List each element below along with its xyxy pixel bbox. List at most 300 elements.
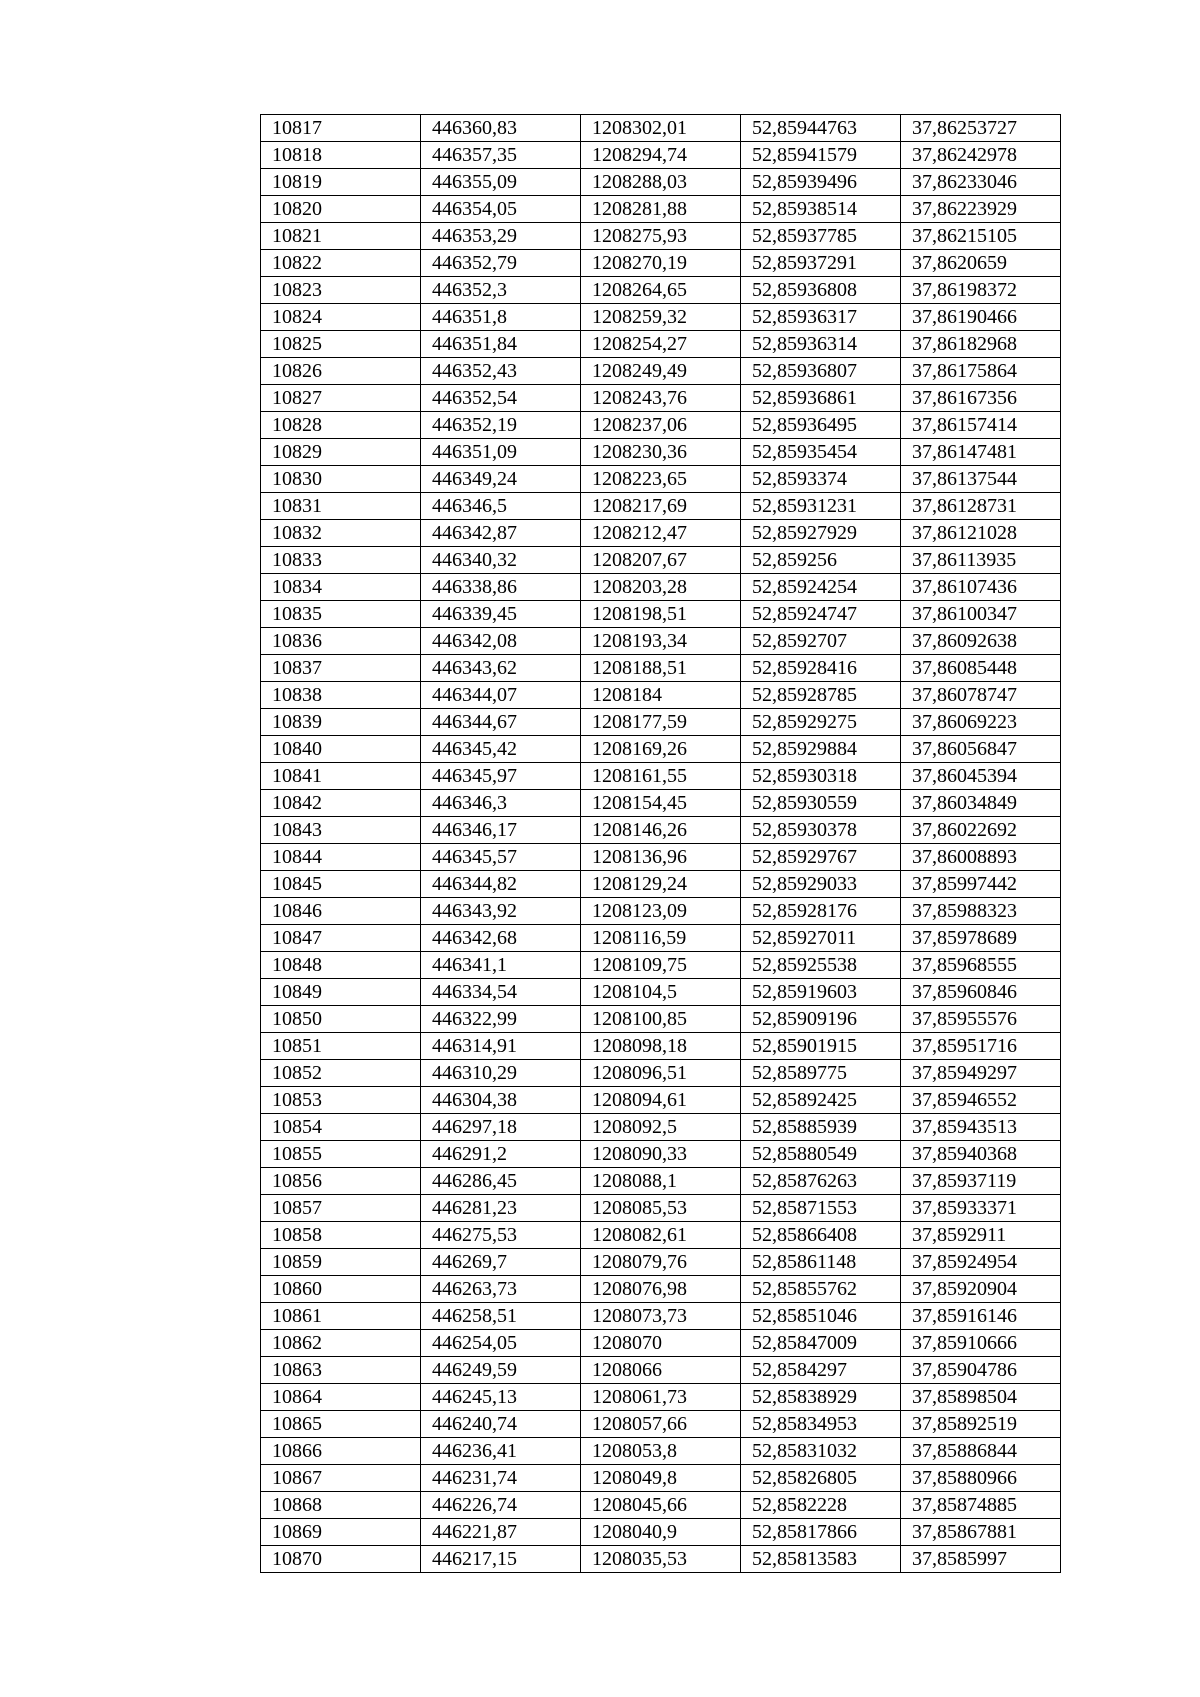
latitude-cell: 52,85855762 bbox=[741, 1276, 901, 1303]
point-number-cell: 10850 bbox=[261, 1006, 421, 1033]
table-row bbox=[261, 223, 1061, 250]
x-coordinate-cell: 446344,82 bbox=[421, 871, 581, 898]
x-coordinate-cell: 446349,24 bbox=[421, 466, 581, 493]
table-row bbox=[261, 1276, 1061, 1303]
x-coordinate-cell: 446231,74 bbox=[421, 1465, 581, 1492]
longitude-cell: 37,86147481 bbox=[901, 439, 1061, 466]
x-coordinate-cell: 446345,42 bbox=[421, 736, 581, 763]
y-coordinate-cell: 1208098,18 bbox=[581, 1033, 741, 1060]
latitude-cell: 52,85929884 bbox=[741, 736, 901, 763]
latitude-cell: 52,85930559 bbox=[741, 790, 901, 817]
table-row bbox=[261, 358, 1061, 385]
point-number-cell: 10869 bbox=[261, 1519, 421, 1546]
latitude-cell: 52,85927011 bbox=[741, 925, 901, 952]
latitude-cell: 52,85876263 bbox=[741, 1168, 901, 1195]
x-coordinate-cell: 446346,5 bbox=[421, 493, 581, 520]
longitude-cell: 37,86092638 bbox=[901, 628, 1061, 655]
y-coordinate-cell: 1208207,67 bbox=[581, 547, 741, 574]
longitude-cell: 37,85924954 bbox=[901, 1249, 1061, 1276]
table-row bbox=[261, 790, 1061, 817]
longitude-cell: 37,86022692 bbox=[901, 817, 1061, 844]
latitude-cell: 52,85936807 bbox=[741, 358, 901, 385]
x-coordinate-cell: 446352,79 bbox=[421, 250, 581, 277]
y-coordinate-cell: 1208123,09 bbox=[581, 898, 741, 925]
latitude-cell: 52,85892425 bbox=[741, 1087, 901, 1114]
latitude-cell: 52,85936861 bbox=[741, 385, 901, 412]
table-row bbox=[261, 331, 1061, 358]
longitude-cell: 37,85916146 bbox=[901, 1303, 1061, 1330]
point-number-cell: 10835 bbox=[261, 601, 421, 628]
point-number-cell: 10845 bbox=[261, 871, 421, 898]
longitude-cell: 37,86175864 bbox=[901, 358, 1061, 385]
y-coordinate-cell: 1208230,36 bbox=[581, 439, 741, 466]
point-number-cell: 10855 bbox=[261, 1141, 421, 1168]
y-coordinate-cell: 1208217,69 bbox=[581, 493, 741, 520]
latitude-cell: 52,85847009 bbox=[741, 1330, 901, 1357]
y-coordinate-cell: 1208061,73 bbox=[581, 1384, 741, 1411]
y-coordinate-cell: 1208275,93 bbox=[581, 223, 741, 250]
x-coordinate-cell: 446281,23 bbox=[421, 1195, 581, 1222]
point-number-cell: 10839 bbox=[261, 709, 421, 736]
y-coordinate-cell: 1208082,61 bbox=[581, 1222, 741, 1249]
longitude-cell: 37,85910666 bbox=[901, 1330, 1061, 1357]
table-row bbox=[261, 925, 1061, 952]
longitude-cell: 37,86223929 bbox=[901, 196, 1061, 223]
y-coordinate-cell: 1208129,24 bbox=[581, 871, 741, 898]
x-coordinate-cell: 446352,3 bbox=[421, 277, 581, 304]
table-row bbox=[261, 655, 1061, 682]
latitude-cell: 52,85930378 bbox=[741, 817, 901, 844]
x-coordinate-cell: 446236,41 bbox=[421, 1438, 581, 1465]
longitude-cell: 37,8620659 bbox=[901, 250, 1061, 277]
point-number-cell: 10866 bbox=[261, 1438, 421, 1465]
latitude-cell: 52,859256 bbox=[741, 547, 901, 574]
y-coordinate-cell: 1208249,49 bbox=[581, 358, 741, 385]
x-coordinate-cell: 446310,29 bbox=[421, 1060, 581, 1087]
y-coordinate-cell: 1208136,96 bbox=[581, 844, 741, 871]
coordinates-table-body bbox=[261, 115, 1061, 1573]
latitude-cell: 52,85817866 bbox=[741, 1519, 901, 1546]
table-row bbox=[261, 250, 1061, 277]
latitude-cell: 52,85861148 bbox=[741, 1249, 901, 1276]
table-row bbox=[261, 1114, 1061, 1141]
x-coordinate-cell: 446340,32 bbox=[421, 547, 581, 574]
table-row bbox=[261, 1303, 1061, 1330]
point-number-cell: 10849 bbox=[261, 979, 421, 1006]
point-number-cell: 10854 bbox=[261, 1114, 421, 1141]
latitude-cell: 52,85936317 bbox=[741, 304, 901, 331]
y-coordinate-cell: 1208079,76 bbox=[581, 1249, 741, 1276]
table-row bbox=[261, 1087, 1061, 1114]
latitude-cell: 52,85929767 bbox=[741, 844, 901, 871]
x-coordinate-cell: 446344,07 bbox=[421, 682, 581, 709]
x-coordinate-cell: 446360,83 bbox=[421, 115, 581, 142]
longitude-cell: 37,85968555 bbox=[901, 952, 1061, 979]
table-row bbox=[261, 844, 1061, 871]
point-number-cell: 10844 bbox=[261, 844, 421, 871]
point-number-cell: 10857 bbox=[261, 1195, 421, 1222]
longitude-cell: 37,85951716 bbox=[901, 1033, 1061, 1060]
point-number-cell: 10851 bbox=[261, 1033, 421, 1060]
y-coordinate-cell: 1208090,33 bbox=[581, 1141, 741, 1168]
y-coordinate-cell: 1208076,98 bbox=[581, 1276, 741, 1303]
latitude-cell: 52,85924254 bbox=[741, 574, 901, 601]
point-number-cell: 10820 bbox=[261, 196, 421, 223]
table-row bbox=[261, 682, 1061, 709]
point-number-cell: 10862 bbox=[261, 1330, 421, 1357]
table-row bbox=[261, 1492, 1061, 1519]
latitude-cell: 52,85919603 bbox=[741, 979, 901, 1006]
latitude-cell: 52,8582228 bbox=[741, 1492, 901, 1519]
table-row bbox=[261, 520, 1061, 547]
point-number-cell: 10841 bbox=[261, 763, 421, 790]
y-coordinate-cell: 1208281,88 bbox=[581, 196, 741, 223]
latitude-cell: 52,85931231 bbox=[741, 493, 901, 520]
longitude-cell: 37,86128731 bbox=[901, 493, 1061, 520]
longitude-cell: 37,85880966 bbox=[901, 1465, 1061, 1492]
longitude-cell: 37,85997442 bbox=[901, 871, 1061, 898]
x-coordinate-cell: 446263,73 bbox=[421, 1276, 581, 1303]
table-row bbox=[261, 871, 1061, 898]
x-coordinate-cell: 446352,54 bbox=[421, 385, 581, 412]
latitude-cell: 52,85930318 bbox=[741, 763, 901, 790]
x-coordinate-cell: 446269,7 bbox=[421, 1249, 581, 1276]
x-coordinate-cell: 446344,67 bbox=[421, 709, 581, 736]
latitude-cell: 52,85813583 bbox=[741, 1546, 901, 1573]
table-row bbox=[261, 1060, 1061, 1087]
latitude-cell: 52,8592707 bbox=[741, 628, 901, 655]
point-number-cell: 10817 bbox=[261, 115, 421, 142]
longitude-cell: 37,8592911 bbox=[901, 1222, 1061, 1249]
x-coordinate-cell: 446355,09 bbox=[421, 169, 581, 196]
longitude-cell: 37,85933371 bbox=[901, 1195, 1061, 1222]
latitude-cell: 52,85941579 bbox=[741, 142, 901, 169]
x-coordinate-cell: 446345,57 bbox=[421, 844, 581, 871]
table-row bbox=[261, 466, 1061, 493]
y-coordinate-cell: 1208184 bbox=[581, 682, 741, 709]
longitude-cell: 37,86069223 bbox=[901, 709, 1061, 736]
y-coordinate-cell: 1208223,65 bbox=[581, 466, 741, 493]
table-row bbox=[261, 817, 1061, 844]
y-coordinate-cell: 1208057,66 bbox=[581, 1411, 741, 1438]
longitude-cell: 37,85940368 bbox=[901, 1141, 1061, 1168]
y-coordinate-cell: 1208070 bbox=[581, 1330, 741, 1357]
latitude-cell: 52,85927929 bbox=[741, 520, 901, 547]
table-row bbox=[261, 412, 1061, 439]
y-coordinate-cell: 1208053,8 bbox=[581, 1438, 741, 1465]
x-coordinate-cell: 446351,09 bbox=[421, 439, 581, 466]
latitude-cell: 52,85937291 bbox=[741, 250, 901, 277]
longitude-cell: 37,85937119 bbox=[901, 1168, 1061, 1195]
longitude-cell: 37,86167356 bbox=[901, 385, 1061, 412]
y-coordinate-cell: 1208049,8 bbox=[581, 1465, 741, 1492]
table-row bbox=[261, 1357, 1061, 1384]
table-row bbox=[261, 196, 1061, 223]
latitude-cell: 52,85866408 bbox=[741, 1222, 901, 1249]
longitude-cell: 37,86190466 bbox=[901, 304, 1061, 331]
longitude-cell: 37,85874885 bbox=[901, 1492, 1061, 1519]
longitude-cell: 37,86100347 bbox=[901, 601, 1061, 628]
x-coordinate-cell: 446341,1 bbox=[421, 952, 581, 979]
x-coordinate-cell: 446249,59 bbox=[421, 1357, 581, 1384]
point-number-cell: 10827 bbox=[261, 385, 421, 412]
point-number-cell: 10847 bbox=[261, 925, 421, 952]
y-coordinate-cell: 1208161,55 bbox=[581, 763, 741, 790]
y-coordinate-cell: 1208088,1 bbox=[581, 1168, 741, 1195]
x-coordinate-cell: 446346,3 bbox=[421, 790, 581, 817]
y-coordinate-cell: 1208254,27 bbox=[581, 331, 741, 358]
latitude-cell: 52,85929275 bbox=[741, 709, 901, 736]
coordinates-table bbox=[260, 114, 1061, 1573]
x-coordinate-cell: 446217,15 bbox=[421, 1546, 581, 1573]
point-number-cell: 10864 bbox=[261, 1384, 421, 1411]
point-number-cell: 10848 bbox=[261, 952, 421, 979]
y-coordinate-cell: 1208264,65 bbox=[581, 277, 741, 304]
point-number-cell: 10830 bbox=[261, 466, 421, 493]
y-coordinate-cell: 1208193,34 bbox=[581, 628, 741, 655]
table-row bbox=[261, 952, 1061, 979]
point-number-cell: 10832 bbox=[261, 520, 421, 547]
latitude-cell: 52,8593374 bbox=[741, 466, 901, 493]
y-coordinate-cell: 1208243,76 bbox=[581, 385, 741, 412]
point-number-cell: 10829 bbox=[261, 439, 421, 466]
x-coordinate-cell: 446240,74 bbox=[421, 1411, 581, 1438]
longitude-cell: 37,86085448 bbox=[901, 655, 1061, 682]
table-row bbox=[261, 601, 1061, 628]
x-coordinate-cell: 446346,17 bbox=[421, 817, 581, 844]
latitude-cell: 52,85938514 bbox=[741, 196, 901, 223]
y-coordinate-cell: 1208259,32 bbox=[581, 304, 741, 331]
point-number-cell: 10824 bbox=[261, 304, 421, 331]
point-number-cell: 10853 bbox=[261, 1087, 421, 1114]
point-number-cell: 10828 bbox=[261, 412, 421, 439]
longitude-cell: 37,85949297 bbox=[901, 1060, 1061, 1087]
y-coordinate-cell: 1208212,47 bbox=[581, 520, 741, 547]
x-coordinate-cell: 446322,99 bbox=[421, 1006, 581, 1033]
x-coordinate-cell: 446351,8 bbox=[421, 304, 581, 331]
y-coordinate-cell: 1208085,53 bbox=[581, 1195, 741, 1222]
latitude-cell: 52,85834953 bbox=[741, 1411, 901, 1438]
table-row bbox=[261, 277, 1061, 304]
x-coordinate-cell: 446334,54 bbox=[421, 979, 581, 1006]
longitude-cell: 37,86182968 bbox=[901, 331, 1061, 358]
point-number-cell: 10826 bbox=[261, 358, 421, 385]
longitude-cell: 37,85867881 bbox=[901, 1519, 1061, 1546]
latitude-cell: 52,85901915 bbox=[741, 1033, 901, 1060]
x-coordinate-cell: 446226,74 bbox=[421, 1492, 581, 1519]
y-coordinate-cell: 1208096,51 bbox=[581, 1060, 741, 1087]
latitude-cell: 52,85838929 bbox=[741, 1384, 901, 1411]
table-row bbox=[261, 1384, 1061, 1411]
table-row bbox=[261, 547, 1061, 574]
point-number-cell: 10843 bbox=[261, 817, 421, 844]
longitude-cell: 37,85955576 bbox=[901, 1006, 1061, 1033]
point-number-cell: 10870 bbox=[261, 1546, 421, 1573]
y-coordinate-cell: 1208177,59 bbox=[581, 709, 741, 736]
longitude-cell: 37,86034849 bbox=[901, 790, 1061, 817]
x-coordinate-cell: 446352,19 bbox=[421, 412, 581, 439]
latitude-cell: 52,85936495 bbox=[741, 412, 901, 439]
longitude-cell: 37,85943513 bbox=[901, 1114, 1061, 1141]
point-number-cell: 10842 bbox=[261, 790, 421, 817]
longitude-cell: 37,86253727 bbox=[901, 115, 1061, 142]
longitude-cell: 37,85904786 bbox=[901, 1357, 1061, 1384]
y-coordinate-cell: 1208104,5 bbox=[581, 979, 741, 1006]
latitude-cell: 52,85937785 bbox=[741, 223, 901, 250]
table-row bbox=[261, 709, 1061, 736]
table-row bbox=[261, 898, 1061, 925]
latitude-cell: 52,85936314 bbox=[741, 331, 901, 358]
latitude-cell: 52,85826805 bbox=[741, 1465, 901, 1492]
table-row bbox=[261, 736, 1061, 763]
y-coordinate-cell: 1208146,26 bbox=[581, 817, 741, 844]
latitude-cell: 52,85935454 bbox=[741, 439, 901, 466]
point-number-cell: 10860 bbox=[261, 1276, 421, 1303]
point-number-cell: 10837 bbox=[261, 655, 421, 682]
x-coordinate-cell: 446339,45 bbox=[421, 601, 581, 628]
y-coordinate-cell: 1208294,74 bbox=[581, 142, 741, 169]
y-coordinate-cell: 1208066 bbox=[581, 1357, 741, 1384]
latitude-cell: 52,85909196 bbox=[741, 1006, 901, 1033]
latitude-cell: 52,85939496 bbox=[741, 169, 901, 196]
point-number-cell: 10836 bbox=[261, 628, 421, 655]
x-coordinate-cell: 446342,68 bbox=[421, 925, 581, 952]
table-row bbox=[261, 574, 1061, 601]
table-row bbox=[261, 1249, 1061, 1276]
point-number-cell: 10825 bbox=[261, 331, 421, 358]
longitude-cell: 37,86113935 bbox=[901, 547, 1061, 574]
y-coordinate-cell: 1208109,75 bbox=[581, 952, 741, 979]
y-coordinate-cell: 1208094,61 bbox=[581, 1087, 741, 1114]
point-number-cell: 10859 bbox=[261, 1249, 421, 1276]
latitude-cell: 52,85928176 bbox=[741, 898, 901, 925]
longitude-cell: 37,85898504 bbox=[901, 1384, 1061, 1411]
x-coordinate-cell: 446297,18 bbox=[421, 1114, 581, 1141]
x-coordinate-cell: 446342,08 bbox=[421, 628, 581, 655]
longitude-cell: 37,86215105 bbox=[901, 223, 1061, 250]
latitude-cell: 52,8589775 bbox=[741, 1060, 901, 1087]
longitude-cell: 37,85946552 bbox=[901, 1087, 1061, 1114]
point-number-cell: 10867 bbox=[261, 1465, 421, 1492]
table-row bbox=[261, 1465, 1061, 1492]
x-coordinate-cell: 446345,97 bbox=[421, 763, 581, 790]
latitude-cell: 52,85929033 bbox=[741, 871, 901, 898]
point-number-cell: 10861 bbox=[261, 1303, 421, 1330]
table-row bbox=[261, 1519, 1061, 1546]
y-coordinate-cell: 1208203,28 bbox=[581, 574, 741, 601]
x-coordinate-cell: 446221,87 bbox=[421, 1519, 581, 1546]
point-number-cell: 10863 bbox=[261, 1357, 421, 1384]
point-number-cell: 10838 bbox=[261, 682, 421, 709]
x-coordinate-cell: 446245,13 bbox=[421, 1384, 581, 1411]
y-coordinate-cell: 1208154,45 bbox=[581, 790, 741, 817]
x-coordinate-cell: 446343,62 bbox=[421, 655, 581, 682]
longitude-cell: 37,86078747 bbox=[901, 682, 1061, 709]
table-row bbox=[261, 439, 1061, 466]
table-row bbox=[261, 304, 1061, 331]
table-row bbox=[261, 1006, 1061, 1033]
point-number-cell: 10818 bbox=[261, 142, 421, 169]
y-coordinate-cell: 1208116,59 bbox=[581, 925, 741, 952]
x-coordinate-cell: 446338,86 bbox=[421, 574, 581, 601]
y-coordinate-cell: 1208188,51 bbox=[581, 655, 741, 682]
table-row bbox=[261, 979, 1061, 1006]
table-row bbox=[261, 1195, 1061, 1222]
y-coordinate-cell: 1208100,85 bbox=[581, 1006, 741, 1033]
table-row bbox=[261, 385, 1061, 412]
longitude-cell: 37,86008893 bbox=[901, 844, 1061, 871]
x-coordinate-cell: 446354,05 bbox=[421, 196, 581, 223]
point-number-cell: 10852 bbox=[261, 1060, 421, 1087]
longitude-cell: 37,85960846 bbox=[901, 979, 1061, 1006]
y-coordinate-cell: 1208288,03 bbox=[581, 169, 741, 196]
point-number-cell: 10831 bbox=[261, 493, 421, 520]
point-number-cell: 10840 bbox=[261, 736, 421, 763]
latitude-cell: 52,85928785 bbox=[741, 682, 901, 709]
x-coordinate-cell: 446343,92 bbox=[421, 898, 581, 925]
table-row bbox=[261, 1222, 1061, 1249]
point-number-cell: 10858 bbox=[261, 1222, 421, 1249]
table-row bbox=[261, 169, 1061, 196]
y-coordinate-cell: 1208045,66 bbox=[581, 1492, 741, 1519]
longitude-cell: 37,86107436 bbox=[901, 574, 1061, 601]
point-number-cell: 10823 bbox=[261, 277, 421, 304]
table-row bbox=[261, 1330, 1061, 1357]
point-number-cell: 10819 bbox=[261, 169, 421, 196]
point-number-cell: 10833 bbox=[261, 547, 421, 574]
point-number-cell: 10821 bbox=[261, 223, 421, 250]
table-row bbox=[261, 142, 1061, 169]
x-coordinate-cell: 446352,43 bbox=[421, 358, 581, 385]
y-coordinate-cell: 1208198,51 bbox=[581, 601, 741, 628]
longitude-cell: 37,86198372 bbox=[901, 277, 1061, 304]
y-coordinate-cell: 1208035,53 bbox=[581, 1546, 741, 1573]
longitude-cell: 37,86056847 bbox=[901, 736, 1061, 763]
table-row bbox=[261, 1411, 1061, 1438]
latitude-cell: 52,85831032 bbox=[741, 1438, 901, 1465]
y-coordinate-cell: 1208302,01 bbox=[581, 115, 741, 142]
table-row bbox=[261, 1438, 1061, 1465]
longitude-cell: 37,86233046 bbox=[901, 169, 1061, 196]
longitude-cell: 37,86137544 bbox=[901, 466, 1061, 493]
x-coordinate-cell: 446275,53 bbox=[421, 1222, 581, 1249]
longitude-cell: 37,85892519 bbox=[901, 1411, 1061, 1438]
latitude-cell: 52,85871553 bbox=[741, 1195, 901, 1222]
y-coordinate-cell: 1208169,26 bbox=[581, 736, 741, 763]
longitude-cell: 37,86045394 bbox=[901, 763, 1061, 790]
latitude-cell: 52,85851046 bbox=[741, 1303, 901, 1330]
y-coordinate-cell: 1208237,06 bbox=[581, 412, 741, 439]
point-number-cell: 10868 bbox=[261, 1492, 421, 1519]
x-coordinate-cell: 446342,87 bbox=[421, 520, 581, 547]
latitude-cell: 52,85928416 bbox=[741, 655, 901, 682]
y-coordinate-cell: 1208092,5 bbox=[581, 1114, 741, 1141]
latitude-cell: 52,85925538 bbox=[741, 952, 901, 979]
x-coordinate-cell: 446314,91 bbox=[421, 1033, 581, 1060]
point-number-cell: 10834 bbox=[261, 574, 421, 601]
longitude-cell: 37,86121028 bbox=[901, 520, 1061, 547]
point-number-cell: 10822 bbox=[261, 250, 421, 277]
y-coordinate-cell: 1208270,19 bbox=[581, 250, 741, 277]
x-coordinate-cell: 446357,35 bbox=[421, 142, 581, 169]
x-coordinate-cell: 446291,2 bbox=[421, 1141, 581, 1168]
longitude-cell: 37,85886844 bbox=[901, 1438, 1061, 1465]
x-coordinate-cell: 446286,45 bbox=[421, 1168, 581, 1195]
latitude-cell: 52,85924747 bbox=[741, 601, 901, 628]
longitude-cell: 37,85920904 bbox=[901, 1276, 1061, 1303]
latitude-cell: 52,85936808 bbox=[741, 277, 901, 304]
x-coordinate-cell: 446353,29 bbox=[421, 223, 581, 250]
